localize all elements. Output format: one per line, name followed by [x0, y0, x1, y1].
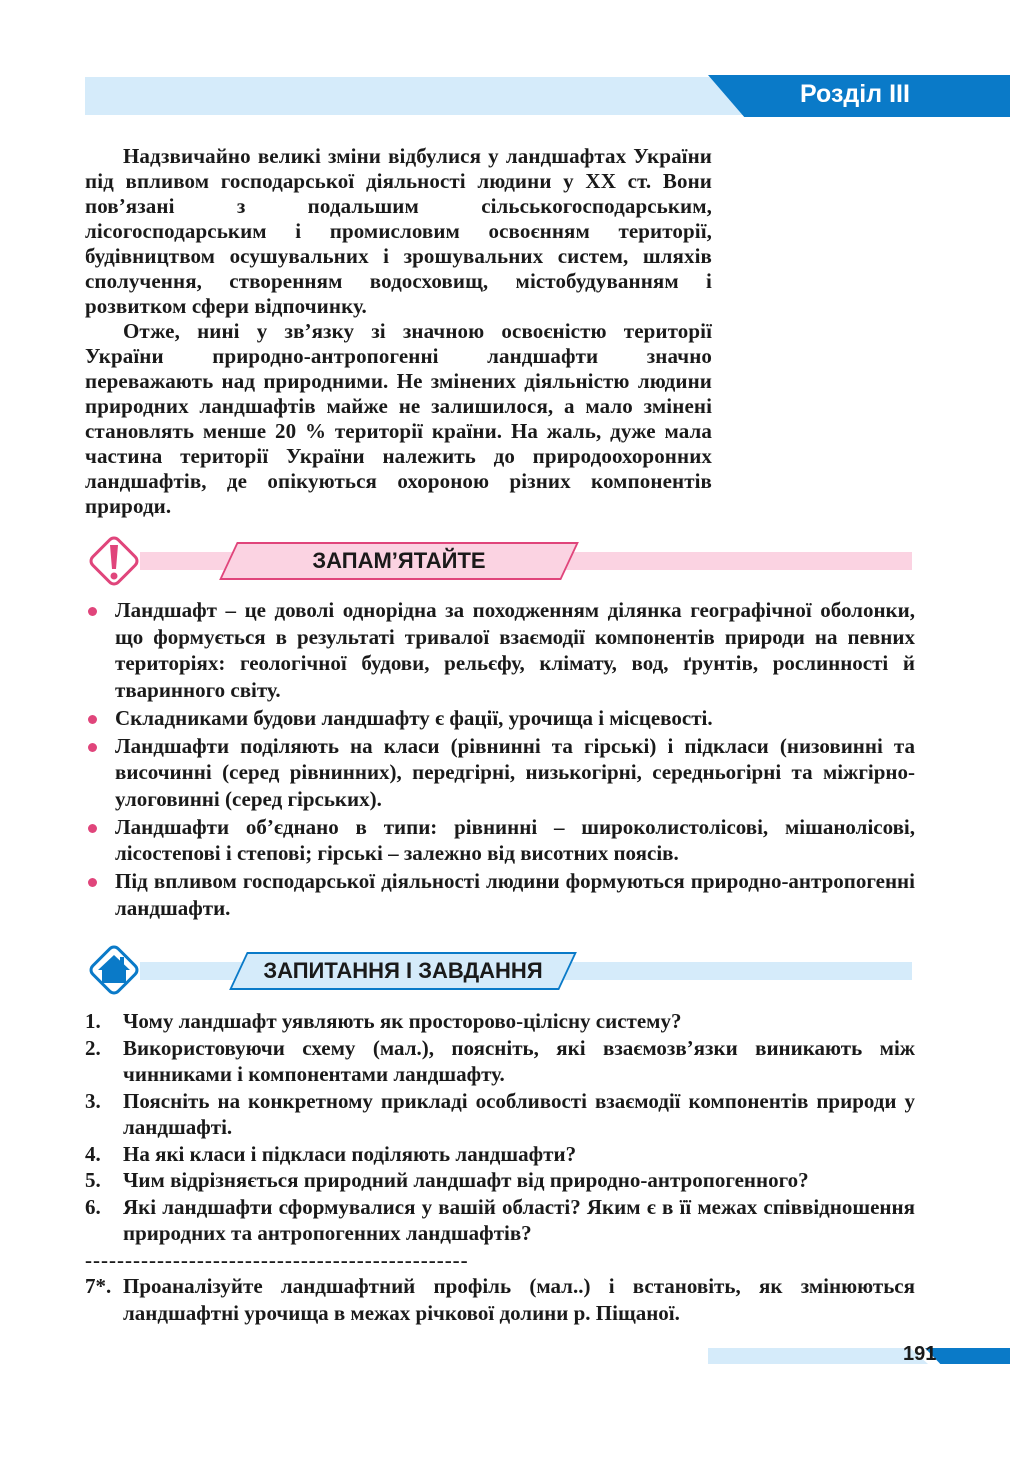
question-item: 1. Чому ландшафт уявляють як просторово-цілісну систему?	[85, 1009, 682, 1033]
remember-list	[85, 597, 915, 923]
intro-text	[85, 144, 712, 519]
section-title: Розділ III	[800, 80, 910, 108]
footer-tab	[925, 1348, 1010, 1364]
list-item: Складниками будови ландшафту є фації, урочища і місцевості.	[85, 705, 915, 732]
question-item: 5. Чим відрізняється природний ландшафт від природно-антропогенного?	[85, 1168, 809, 1192]
questions-heading: ЗАПИТАННЯ І ЗАВДАННЯ	[238, 952, 568, 990]
exclamation-icon	[86, 533, 142, 589]
list-item: Ландшафт – це доволі однорідна за походженням ділянка географічної оболонки, що формується в результаті тривалої взаємодії компонентів природи на певних територіях: геологічної будови, рельєфу, клімату, вод, ґрунтів, рослинності й тваринного світу.	[85, 597, 915, 703]
home-icon	[86, 942, 142, 998]
separator: ------------------------------------------------	[85, 1247, 469, 1272]
list-item: Ландшафти об’єднано в типи: рівнинні – широколистолісові, мішанолісові, лісостепові і степові; гірські – залежно від висотних поясів.	[85, 814, 915, 867]
questions-list	[85, 1008, 915, 1326]
question-item: 3. Поясніть на конкретному прикладі особливості взаємодії компонентів природи у ландшафті.	[85, 1088, 915, 1139]
question-item: 2. Використовуючи схему (мал.), поясніть, які взаємозв’язки виникають між чинниками і компонентами ландшафту.	[85, 1035, 915, 1086]
page-number: 191	[903, 1343, 937, 1365]
question-item-advanced: 7*. Проаналізуйте ландшафтний профіль (мал..) і встановіть, як змінюються ландшафтні урочища в межах річкової долини р. Піщаної.	[85, 1274, 915, 1325]
paragraph: Отже, нині у зв’язку зі значною освоєністю території України природно-антропогенні ландшафти значно переважають над природними. Не змінених діяльністю людини природних ландшафтів майже не залишилося, а мало змінені становлять менше 20 % території країни. На жаль, дуже мала частина території України належить до природоохоронних ландшафтів, де опікуються охороною різних компонентів природи.	[85, 319, 712, 518]
remember-heading: ЗАПАМ’ЯТАЙТЕ	[228, 542, 570, 580]
footer-band	[708, 1348, 928, 1364]
paragraph: Надзвичайно великі зміни відбулися у ландшафтах України під впливом господарської діяльності людини у XX ст. Вони пов’язані з подальшим сільськогосподарським, лісогосподарським і промисловим освоєнням території, будівництвом осушувальних і зрошувальних систем, шляхів сполучення, створенням водосховищ, містобудуванням і розвитком сфери відпочинку.	[85, 144, 712, 318]
list-item: Ландшафти поділяють на класи (рівнинні та гірські) і підкласи (низовинні та височинні (серед рівнинних), передгірні, низькогірні, середньогірні та міжгірно-улоговинні (серед гірських).	[85, 733, 915, 813]
list-item: Під впливом господарської діяльності людини формуються природно-антропогенні ландшафти.	[85, 868, 915, 921]
question-item: 4. На які класи і підкласи поділяють ландшафти?	[85, 1141, 577, 1166]
question-item: 6. Які ландшафти сформувалися у вашій області? Яким є в її межах співвідношення природних та антропогенних ландшафтів?	[85, 1194, 915, 1245]
